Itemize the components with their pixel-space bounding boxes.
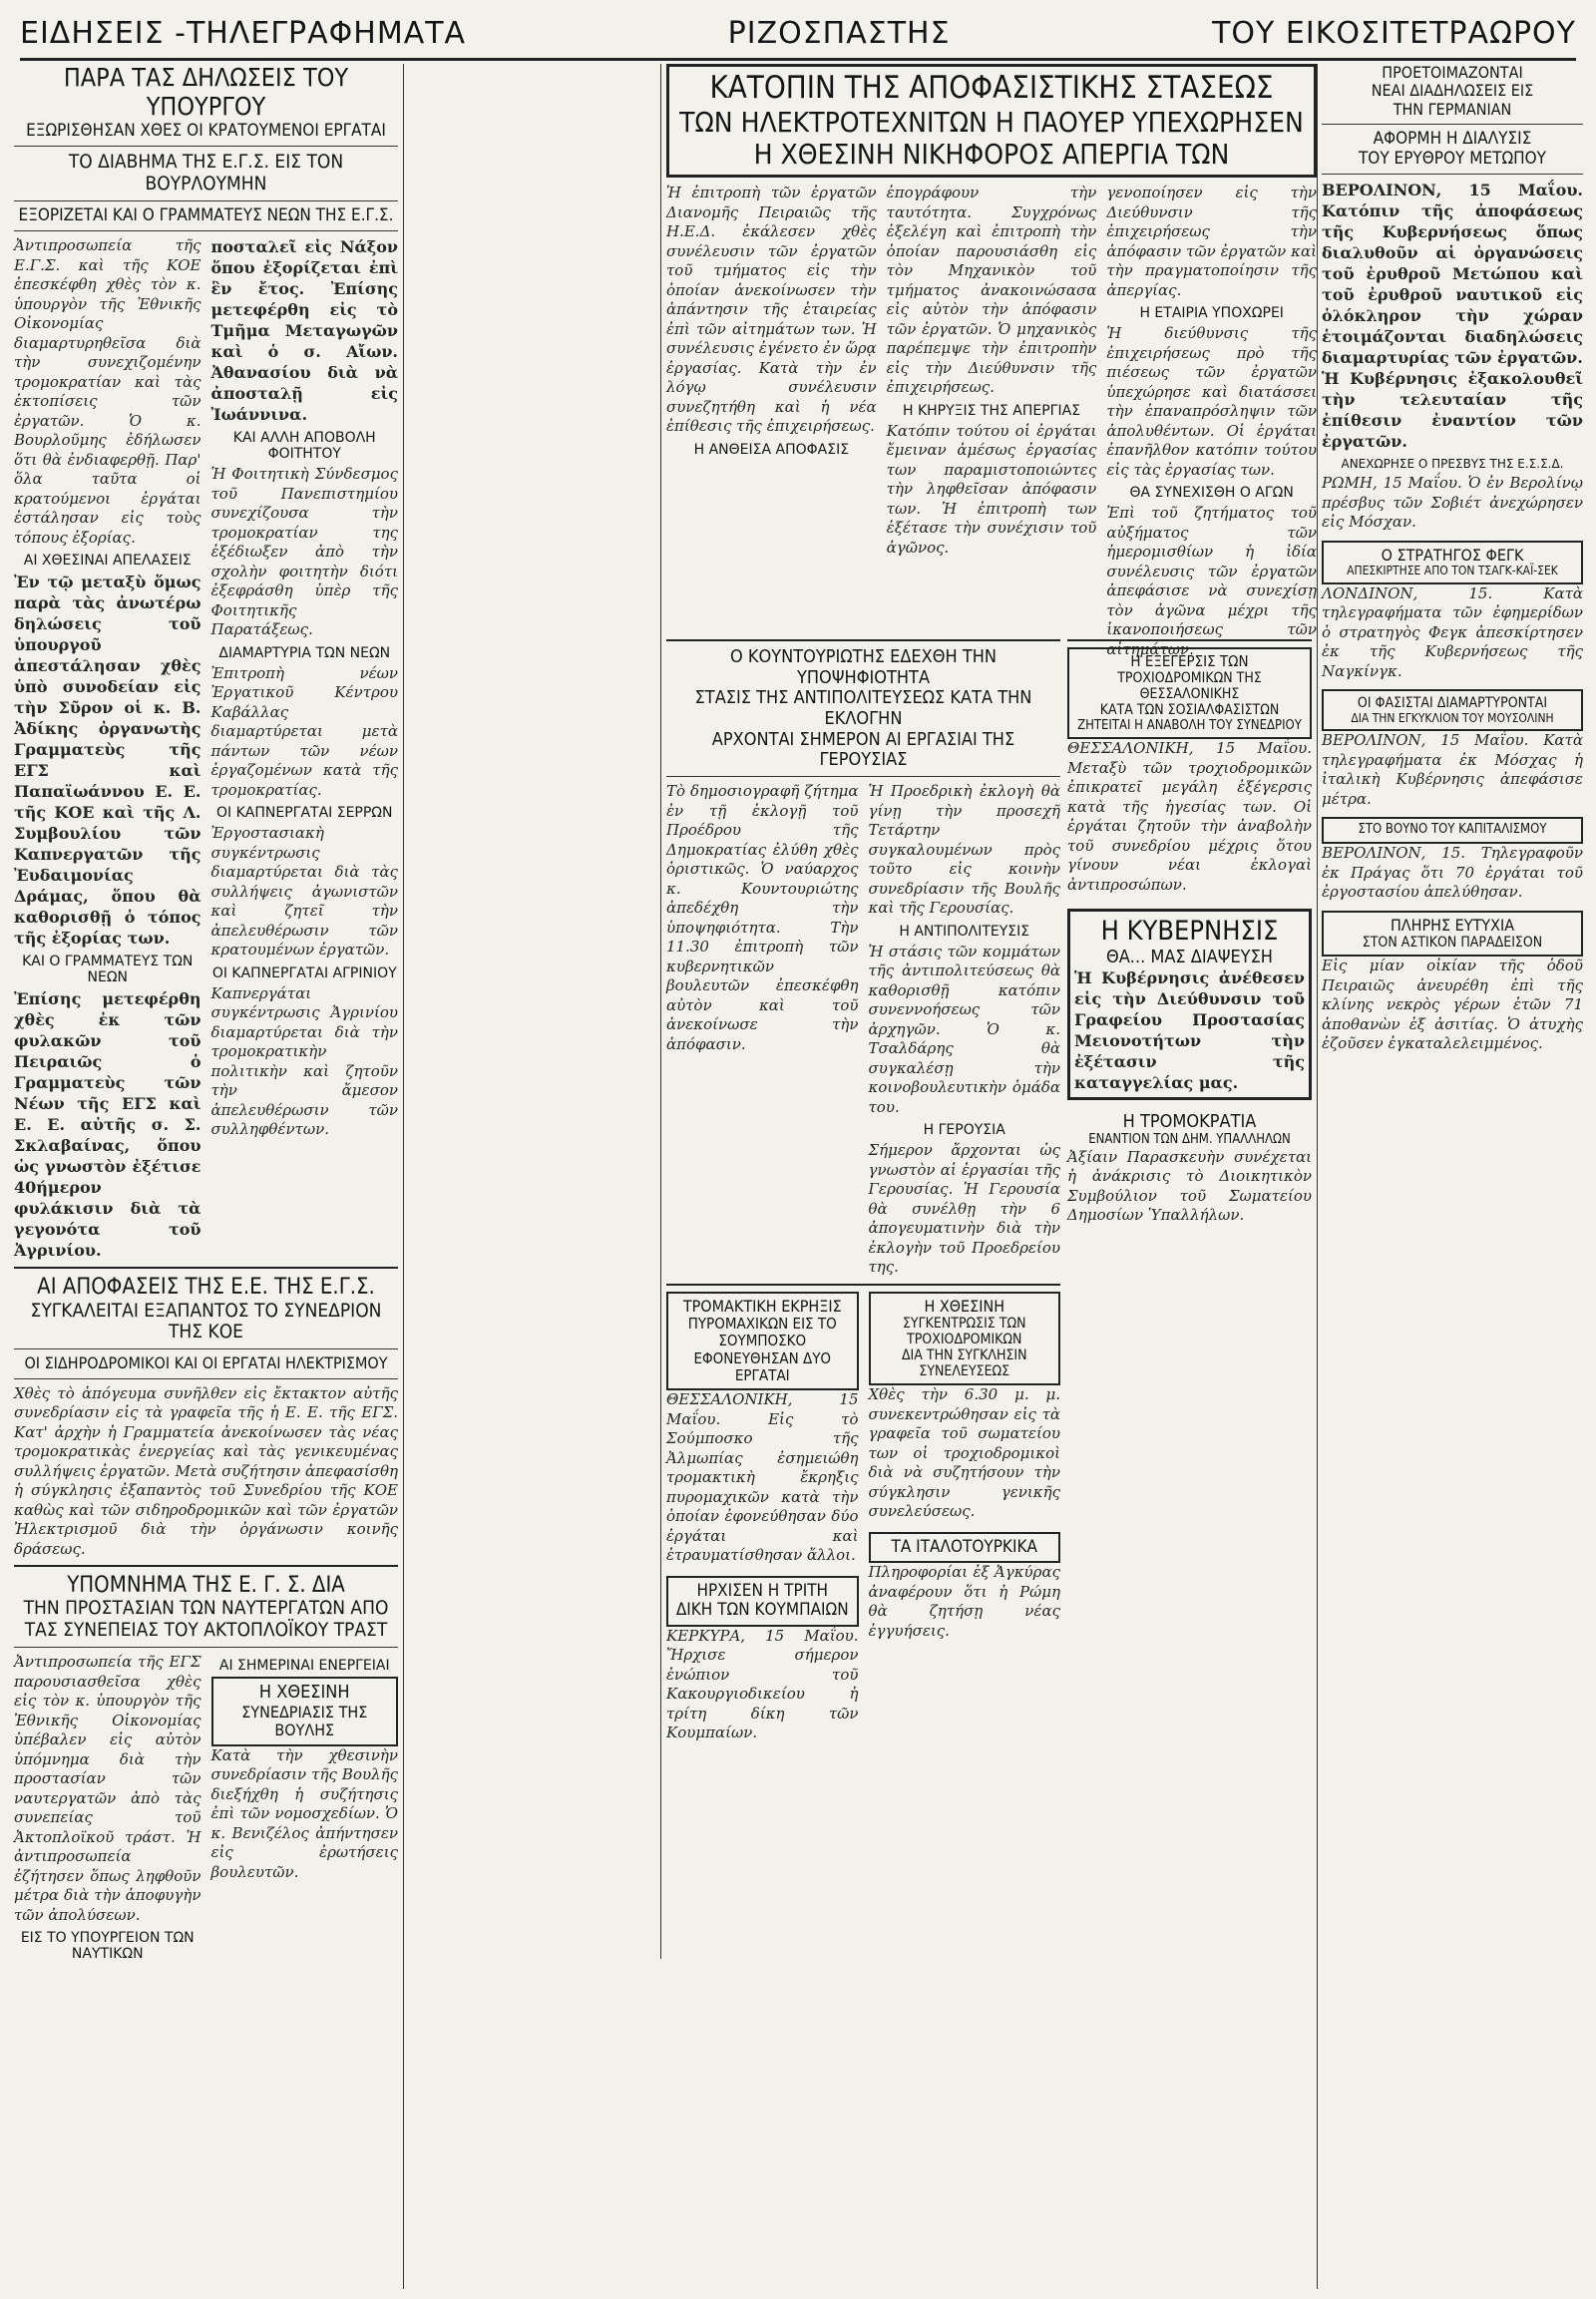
article-body: Ἐπιτροπὴ νέων Ἐργατικοῦ Κέντρου Καβάλλας διαμαρτύρεται μετὰ πάντων τῶν νέων ἐργαζομένων κατὰ τῆς τρομοκρατίας.: [210, 663, 398, 799]
article-body: ποσταλεῖ εἰς Νάξον ὅπου ἐξορίζεται ἐπὶ ἓν ἔτος. Ἐπίσης μετεφέρθη εἰς τὸ Τμῆμα Μεταγωγῶν καὶ ὁ σ. Αἴων. Ἀθανασίου διὰ νὰ ἀποσταλῇ εἰς Ἰωάννινα.: [210, 237, 398, 425]
article-body: Ἡ ἐπιτροπὴ τῶν ἐργατῶν Διανομῆς Πειραιῶς τῆς Η.Ε.Δ. ἐκάλεσεν χθὲς συνέλευσιν τῶν ἐργατῶν τοῦ τμήματος εἰς τὴν ὁποίαν ἀνεκοίνωσεν τὴν ἀπάντησιν τῆς ἑταιρείας ἐπὶ τῶν αἰτημάτων των. Ἡ συνέλευσις ἐγένετο ἐν ὥρᾳ ἐργασίας. Κατὰ τὴν ἐν λόγῳ συνέλευσιν συνεζητήθη καὶ ἡ νέα ἐπίθεσις τῆς ἐπιχειρήσεως.: [666, 184, 877, 436]
article-body: Ἀντιπροσωπεία τῆς ΕΓΣ παρουσιασθεῖσα χθὲς εἰς τὸν κ. ὑπουργὸν τῆς Ἐθνικῆς Οἰκονομίας ὑπέβαλεν εἰς αὐτὸν ὑπόμνημα διὰ τὴν προστασίαν τῶν ναυτεργατῶν ἀπὸ τὰς συνεπείας τοῦ Ἀκτοπλοϊκοῦ τράστ. Ἡ ἀντιπροσωπεία ἐζήτησεν ὅπως ληφθοῦν μέτρα διὰ τὴν ἀποφυγὴν τῶν ἀπολύσεων.: [14, 1653, 201, 1924]
subheadline: ΕΞΩΡΙΣΘΗΣΑΝ ΧΘΕΣ ΟΙ ΚΡΑΤΟΥΜΕΝΟΙ ΕΡΓΑΤΑΙ: [26, 120, 386, 141]
headline: ΣΥΝΕΔΡΙΑΣΙΣ ΤΗΣ ΒΟΥΛΗΣ: [241, 1702, 368, 1740]
article-body: Εἰς μίαν οἰκίαν τῆς ὁδοῦ Πειραιῶς ἀνευρέθη ἐπὶ τῆς κλίνης νεκρὸς γέρων ἐτῶν 71 ἀποθανὼν ἐξ ἀσιτίας. Ὁ ἀτυχὴς ἐζοῦσεν ἐγκαταλελειμμένος.: [1322, 957, 1583, 1053]
section-subtitle: Η ΚΗΡΥΞΙΣ ΤΗΣ ΑΠΕΡΓΙΑΣ: [902, 402, 1081, 419]
headline: ΔΙΑ ΤΗΝ ΕΓΚΥΚΛΙΟΝ ΤΟΥ ΜΟΥΣΟΛΙΝΗ: [1351, 710, 1554, 725]
column-center-left: [666, 633, 1060, 2293]
headline: ΚΑΤΑ ΤΩΝ ΣΟΣΙΑΛΦΑΣΙΣΤΩΝ: [1099, 702, 1280, 719]
article-body: Ἡ στάσις τῶν κομμάτων τῆς ἀντιπολιτεύσεως θὰ καθορισθῇ κατόπιν συνεννοήσεως τῶν ἀρχηγῶν. Ὁ κ. Τσαλδάρης θὰ συγκαλέσῃ τὴν κοινοβουλευτικὴν ὁμάδα του.: [868, 942, 1060, 1116]
boxed-article: [666, 1292, 859, 1390]
article-body: ΛΟΝΔΙΝΟΝ, 15. Κατὰ τηλεγραφήματα τῶν ἐφημερίδων ὁ στρατηγὸς Φεγκ ἀπεσκίρτησεν ἐκ τῆς Κυβερνήσεως τῆς Ναγκίνγκ.: [1322, 583, 1583, 680]
headline: ΑΡΧΟΝΤΑΙ ΣΗΜΕΡΟΝ ΑΙ ΕΡΓΑΣΙΑΙ ΤΗΣ ΓΕΡΟΥΣΙΑΣ: [711, 728, 1015, 771]
subheadline: ΕΞΟΡΙΖΕΤΑΙ ΚΑΙ Ο ΓΡΑΜΜΑΤΕΥΣ ΝΕΩΝ ΤΗΣ Ε.Γ.Σ.: [18, 204, 394, 225]
column-rule: [660, 64, 661, 1959]
headline: ΟΙ ΦΑΣΙΣΤΑΙ ΔΙΑΜΑΡΤΥΡΟΝΤΑΙ: [1357, 695, 1548, 712]
headline: ΠΛΗΡΗΣ ΕΥΤΥΧΙΑ: [1390, 915, 1515, 935]
article-deportations: [14, 64, 398, 1261]
column-right: [1322, 64, 1583, 2293]
headline: ΕΝΑΝΤΙΟΝ ΤΩΝ ΔΗΜ. ΥΠΑΛΛΗΛΩΝ: [1088, 1131, 1291, 1147]
headline: Η ΚΥΒΕΡΝΗΣΙΣ: [1100, 916, 1279, 948]
headline: ΣΤΟ ΒΟΥΝΟ ΤΟΥ ΚΑΠΙΤΑΛΙΣΜΟΥ: [1358, 822, 1547, 838]
headline: ΤΩΝ ΗΛΕΚΤΡΟΤΕΧΝΙΤΩΝ Η ΠΑΟΥΕΡ ΥΠΕΧΩΡΗΣΕΝ: [679, 105, 1304, 139]
article-body: Κατὰ τὴν χθεσινὴν συνεδρίασιν τῆς Βουλῆς διεξήχθη ἡ συζήτησις ἐπὶ τῶν νομοσχεδίων. Ὁ κ. Βενιζέλος ἀπήντησεν εἰς ἐρωτήσεις βουλευτῶν.: [210, 1745, 398, 1881]
boxed-article: [1322, 541, 1583, 584]
headline: Η ΧΘΕΣΙΝΗ ΝΙΚΗΦΟΡΟΣ ΑΠΕΡΓΙΑ ΤΩΝ: [753, 137, 1230, 171]
headline: ΑΙ ΑΠΟΦΑΣΕΙΣ ΤΗΣ Ε.Ε. ΤΗΣ Ε.Γ.Σ.: [37, 1275, 375, 1301]
article-body: Ἡ Προεδρικὴ ἐκλογὴ θὰ γίνῃ τὴν προσεχῆ Τετάρτην συγκαλουμένων πρὸς τοῦτο εἰς κοινὴν συνεδρίασιν τῆς Βουλῆς καὶ τῆς Γερουσίας.: [868, 782, 1060, 918]
headline: ΚΑΤΟΠΙΝ ΤΗΣ ΑΠΟΦΑΣΙΣΤΙΚΗΣ ΣΤΑΣΕΩΣ: [709, 70, 1274, 106]
article-body: Ἐπὶ τοῦ ζητήματος τοῦ αὐξήματος τῶν ἡμερομισθίων ἡ ἰδία συνέλευσις τῶν ἐργατῶν ἀπεφάσισε νὰ συνεχίσῃ τὸν ἀγῶνα μέχρι τῆς ἱκανοποιήσεως τῶν αἰτημάτων.: [1106, 504, 1318, 658]
section-subtitle: Η ΑΝΘΕΙΣΑ ΑΠΟΦΑΣΙΣ: [693, 441, 850, 458]
headline: ΝΕΑΙ ΔΙΑΔΗΛΩΣΕΙΣ ΕΙΣ: [1371, 81, 1534, 101]
boxed-article: [1322, 689, 1583, 731]
section-title: ΕΙΔΗΣΕΙΣ -ΤΗΛΕΓΡΑΦΗΜΑΤΑ: [20, 15, 467, 51]
article-body: Χθὲς τὸ ἀπόγευμα συνῆλθεν εἰς ἔκτακτον αὐτῆς συνεδρίασιν εἰς τὰ γραφεῖα τῆς ἡ Ε. Ε. τῆς ΕΓΣ. Κατ' ἀρχὴν ἡ Γραμματεία ἀνεκοίνωσεν τὰς νέας τρομοκρατικὰς ἐνεργείας καὶ τὰς γενικευμένας συλλήψεις ἐργατῶν. Μετὰ συζήτησιν ἀπεφασίσθη ἡ σύγκλησις ἐξαπαντὸς τοῦ Συνεδρίου τῆς ΚΟΕ καθὼς καὶ τῶν σιδηροδρομικῶν καὶ τῶν ἐργατῶν Ἠλεκτρισμοῦ διὰ τὴν ὀργάνωσιν κοινῆς δράσεως.: [14, 1383, 398, 1558]
section-subtitle: ΚΑΙ Ο ΓΡΑΜΜΑΤΕΥΣ ΤΩΝ ΝΕΩΝ: [22, 954, 194, 986]
article-body: Ἡ Κυβέρνησις ἐξακολουθεῖ τὴν τελευταίαν τῆς ἐπίθεσιν ἐναντίον τῶν ἐργατῶν.: [1322, 369, 1583, 452]
article-egs-decisions: [14, 1275, 398, 1559]
newspaper-name: ΡΙΖΟΣΠΑΣΤΗΣ: [727, 15, 951, 51]
article-body: ἐπογράφουν τὴν ταυτότητα. Συγχρόνως ἐξελέγη καὶ ἐπιτροπὴ τὴν ὁποίαν παρουσιάσθη εἰς τὸν Μηχανικὸν τοῦ τμήματος ἀνακοινώσασα εἰς αὐτὸν τὴν ἀπόφασιν τῶν ἐργατῶν. Ὁ μηχανικὸς παρέπεμψε τὴν ἐπιτροπὴν εἰς τὴν Διεύθυνσιν τῆς ἐπιχειρήσεως.: [886, 184, 1097, 397]
article-body: ΡΩΜΗ, 15 Μαΐου. Ὁ ἐν Βερολίνῳ πρέσβυς τῶν Σοβιέτ ἀνεχώρησεν εἰς Μόσχαν.: [1322, 474, 1583, 532]
headline: ΤΗΝ ΠΡΟΣΤΑΣΙΑΝ ΤΩΝ ΝΑΥΤΕΡΓΑΤΩΝ ΑΠΟ: [23, 1597, 389, 1620]
article-body: ΒΕΡΟΛΙΝΟΝ, 15 Μαΐου. Κατόπιν τῆς ἀποφάσεως τῆς Κυβερνήσεως ὅπως διαλυθοῦν αἱ ὀργανώσεις τοῦ ἐρυθροῦ Μετώπου καὶ τοῦ ἐρυθροῦ ναυτικοῦ εἰς ὁλόκληρον τὴν χώραν ἑτοιμάζονται διαδηλώσεις διαμαρτυρίας τῶν ἐργατῶν.: [1322, 181, 1583, 368]
column-center-right: [1067, 633, 1312, 2293]
section-subtitle: ΘΑ ΣΥΝΕΧΙΣΘΗ Ο ΑΓΩΝ: [1129, 485, 1294, 502]
headline: ΤΡΟΧΙΟΔΡΟΜΙΚΩΝ ΤΗΣ ΘΕΣΣΑΛΟΝΙΚΗΣ: [1117, 670, 1262, 703]
article-body: ΒΕΡΟΛΙΝΟΝ, 15 Μαΐου. Κατὰ τηλεγραφήματα ἐκ Μόσχας ἡ ἰταλικὴ Κυβέρνησις ἀπεφάσισε μέτρα.: [1322, 731, 1583, 808]
section-subtitle: ΑΙ ΣΗΜΕΡΙΝΑΙ ΕΝΕΡΓΕΙΑΙ: [218, 1658, 390, 1675]
boxed-article: [666, 1576, 859, 1627]
article-terror: [1067, 1112, 1312, 1226]
headline: ΑΠΕΣΚΙΡΤΗΣΕ ΑΠΟ ΤΟΝ ΤΣΑΓΚ-ΚΑΪ-ΣΕΚ: [1347, 564, 1558, 578]
headline: ΤΟΥ ΕΡΥΘΡΟΥ ΜΕΤΩΠΟΥ: [1358, 148, 1547, 169]
column-rule: [403, 64, 404, 2289]
section-subtitle: ΑΝΕΧΩΡΗΣΕ Ο ΠΡΕΣΒΥΣ ΤΗΣ Ε.Σ.Σ.Δ.: [1341, 457, 1564, 472]
headline: ΣΥΓΚΕΝΤΡΩΣΙΣ ΤΩΝ ΤΡΟΧΙΟΔΡΟΜΙΚΩΝ: [902, 1316, 1026, 1348]
boxed-article: [1322, 911, 1583, 957]
article-body: Ἡ διεύθυνσις τῆς ἐπιχειρήσεως πρὸ τῆς πιέσεως τῶν ἐργατῶν ὑπεχώρησε καὶ διατάσσει τὴν ἐπαναπρόσληψιν τῶν ἀπολυθέντων. Οἱ ἐργάται ἐπανῆλθον κατόπιν τούτου εἰς τὰς ἐργασίας των.: [1106, 324, 1318, 479]
headline: Η ΕΞΕΓΕΡΣΙΣ ΤΩΝ: [1130, 652, 1249, 670]
article-body: ΘΕΣΣΑΛΟΝΙΚΗ, 15 Μαΐου. Εἰς τὸ Σούμποσκο τῆς Ἀλμωπίας ἐσημειώθη τρομακτικὴ ἔκρηξις πυρομαχικῶν κατὰ τὴν ὁποίαν ἐφονεύθησαν δύο ἐργάται καὶ ἐτραυματίσθησαν ἄλλοι.: [666, 1390, 859, 1565]
article-body: Τὸ δημοσιογραφῆ ζήτημα ἐν τῇ ἐκλογῇ τοῦ Προέδρου τῆς Δημοκρατίας ἐλύθη χθὲς ὁριστικῶς. Ὁ ναύαρχος κ. Κουντουριώτης ἀπεδέχθη τὴν ὑποψηφιότητα. Τὴν 11.30 ἐπιτροπὴ τῶν κυβερνητικῶν βουλευτῶν ἐπεσκέφθη αὐτὸν καὶ τοῦ ἀνεκοίνωσε τὴν ἀπόφασιν.: [666, 782, 859, 1053]
headline: Η ΧΘΕΣΙΝΗ: [258, 1682, 350, 1704]
article-body: Ἡ Κυβέρνησις ἀνέθεσεν εἰς τὴν Διεύθυνσιν τοῦ Γραφείου Προστασίας Μειονοτήτων τὴν ἐξέτασιν τῆς καταγγελίας μας.: [1074, 968, 1305, 1093]
headline: ΘΑ... ΜΑΣ ΔΙΑΨΕΥΣΗ: [1105, 946, 1273, 967]
headline: ΤΡΟΜΑΚΤΙΚΗ ΕΚΡΗΞΙΣ: [682, 1296, 842, 1316]
section-subtitle: ΤΟΥ ΕΙΚΟΣΙΤΕΤΡΑΩΡΟΥ: [1212, 15, 1576, 51]
headline: ΥΠΟΜΝΗΜΑ ΤΗΣ Ε. Γ. Σ. ΔΙΑ: [67, 1573, 345, 1599]
headline: Η ΧΘΕΣΙΝΗ: [924, 1296, 1005, 1316]
section-subtitle: Η ΕΤΑΙΡΙΑ ΥΠΟΧΩΡΕΙ: [1139, 305, 1284, 322]
headline: ΠΡΟΕΤΟΙΜΑΖΟΝΤΑΙ: [1382, 63, 1523, 82]
headline: ΤΑΣ ΣΥΝΕΠΕΙΑΣ ΤΟΥ ΑΚΤΟΠΛΟΪΚΟΥ ΤΡΑΣΤ: [24, 1619, 388, 1642]
boxed-article: [211, 1677, 399, 1745]
article-body: Ἐργοστασιακὴ συγκέντρωσις διαμαρτύρεται διὰ τὰς συλλήψεις ἀγωνιστῶν καὶ ζητεῖ τὴν ἀπελευθέρωσιν τῶν κρατουμένων ἐργατῶν.: [210, 824, 398, 959]
column-left: [14, 64, 398, 2293]
article-body: Χθὲς τὴν 6.30 μ. μ. συνεκεντρώθησαν εἰς τὰ γραφεῖα τοῦ σωματείου των οἱ τροχιοδρομικοὶ διὰ νὰ συζητήσουν τὴν σύγκλησιν γενικῆς συνελεύσεως.: [868, 1385, 1060, 1521]
article-body: ΘΕΣΣΑΛΟΝΙΚΗ, 15 Μαΐου. Μεταξὺ τῶν τροχιοδρομικῶν ἐπικρατεῖ μεγάλη ἐξέγερσις κατὰ τῆς ἡγεσίας των. Οἱ ἐργάται ζητοῦν τὴν ἀναβολὴν τοῦ συνεδρίου μέχρις ὅτου γίνουν νέαι ἐκλογαὶ ἀντιπροσώπων.: [1067, 739, 1312, 894]
article-body: Ἐπίσης μετεφέρθη χθὲς ἐκ τῶν φυλακῶν τοῦ Πειραιῶς ὁ Γραμματεὺς τῶν Νέων τῆς ΕΓΣ καὶ Ε. Ε. αὐτῆς σ. Σ. Σκλαβαίνας, ὅπου ὡς γνωστὸν ἐξέτισε 40ήμερον φυλάκισιν διὰ τὰ γεγονότα τοῦ Ἀγρινίου.: [14, 989, 201, 1261]
article-memorandum: [14, 1573, 398, 1965]
headline: ΣΤΑΣΙΣ ΤΗΣ ΑΝΤΙΠΟΛΙΤΕΥΣΕΩΣ ΚΑΤΑ ΤΗΝ ΕΚΛΟΓΗΝ: [694, 687, 1032, 730]
section-subtitle: Η ΑΝΤΙΠΟΛΙΤΕΥΣΙΣ: [899, 923, 1030, 940]
headline: ΔΙΚΗ ΤΩΝ ΚΟΥΜΠΑΙΩΝ: [675, 1600, 849, 1621]
section-subtitle: ΑΙ ΧΘΕΣΙΝΑΙ ΑΠΕΛΑΣΕΙΣ: [23, 553, 192, 570]
section-subtitle: ΟΙ ΚΑΠΝΕΡΓΑΤΑΙ ΑΓΡΙΝΙΟΥ: [211, 964, 397, 981]
headline: ΑΦΟΡΜΗ Η ΔΙΑΛΥΣΙΣ: [1373, 129, 1532, 150]
column-rule: [1317, 64, 1318, 2289]
headline: ΤΑ ΙΤΑΛΟΤΟΥΡΚΙΚΑ: [891, 1536, 1037, 1557]
subheadline: ΟΙ ΣΙΔΗΡΟΔΡΟΜΙΚΟΙ ΚΑΙ ΟΙ ΕΡΓΑΤΑΙ ΗΛΕΚΤΡΙΣΜΟΥ: [24, 1353, 388, 1373]
boxed-article: [1067, 909, 1312, 1100]
headline: Ο ΣΤΡΑΤΗΓΟΣ ΦΕΓΚ: [1381, 545, 1524, 565]
article-body: Ἀντιπροσωπεία τῆς Ε.Γ.Σ. καὶ τῆς ΚΟΕ ἐπεσκέφθη χθὲς τὸν κ. ὑπουργὸν τῆς Ἐθνικῆς Οἰκονομίας διαμαρτυρηθεῖσα διὰ τὴν συνεχιζομένην τρομοκρατίαν καὶ τὰς ἐκτοπίσεις τῶν ἐργατῶν. Ὁ κ. Βουρλοῦμης ἐδήλωσεν ὅτι θὰ ἐνδιαφερθῇ. Παρ' ὅλα ταῦτα οἱ κρατούμενοι ἐργάται ἐστάλησαν εἰς τοὺς τόπους ἐξορίας.: [14, 236, 201, 547]
section-subtitle: ΚΑΙ ΑΛΛΗ ΑΠΟΒΟΛΗ ΦΟΙΤΗΤΟΥ: [232, 430, 376, 463]
section-subtitle: ΔΙΑΜΑΡΤΥΡΙΑ ΤΩΝ ΝΕΩΝ: [218, 644, 391, 661]
article-body: γενοποίησεν εἰς τὴν Διεύθυνσιν τῆς ἐπιχειρήσεως τὴν ἀπόφασιν τῶν ἐργατῶν καὶ τὴν πραγματοποίησιν τῆς ἀπεργίας.: [1106, 184, 1318, 299]
boxed-article: [1322, 817, 1583, 844]
boxed-article: [869, 1292, 1061, 1386]
section-subtitle: Η ΓΕΡΟΥΣΙΑ: [923, 1122, 1005, 1139]
article-body: ΚΕΡΚΥΡΑ, 15 Μαΐου. Ἤρχισε σήμερον ἐνώπιον τοῦ Κακουργιοδικείου ἡ τρίτη δίκη τῶν Κουμπαίων.: [666, 1626, 859, 1742]
headline: ΕΦΟΝΕΥΘΗΣΑΝ ΔΥΟ ΕΡΓΑΤΑΙ: [693, 1348, 832, 1384]
boxed-article: [869, 1532, 1061, 1564]
headline: ΠΥΡΟΜΑΧΙΚΩΝ ΕΙΣ ΤΟ ΣΟΥΜΠΟΣΚΟ: [687, 1315, 837, 1350]
headline: ΠΑΡΑ ΤΑΣ ΔΗΛΩΣΕΙΣ ΤΟΥ ΥΠΟΥΡΓΟΥ: [63, 63, 349, 121]
article-body: Καπνεργάται συγκέντρωσις Ἀγρινίου διαμαρτύρεται διὰ τὴν τρομοκρατικὴν πολιτικὴν καὶ ζητοῦν τὴν ἄμεσον ἀπελευθέρωσιν τῶν συλληφθέντων.: [210, 983, 398, 1139]
article-body: Πληροφορίαι ἐξ Ἀγκύρας ἀναφέρουν ὅτι ἡ Ρώμη θὰ ζητήσῃ νέας ἐγγυήσεις.: [868, 1563, 1060, 1640]
section-subtitle: ΕΙΣ ΤΟ ΥΠΟΥΡΓΕΙΟΝ ΤΩΝ ΝΑΥΤΙΚΩΝ: [20, 1930, 195, 1963]
headline: ΤΗΝ ΓΕΡΜΑΝΙΑΝ: [1393, 99, 1512, 119]
article-body: Ἐν τῷ μεταξὺ ὅμως παρὰ τὰς ἀνωτέρω δηλώσεις τοῦ ὑπουργοῦ ἀπεστάλησαν χθὲς ὑπὸ συνοδείαν εἰς τὴν Σῦρον οἱ κ. Β. Ἀδίκης ὀργανωτὴς Γραμματεὺς τῆς ΕΓΣ καὶ Παπαϊωάννου Ε. Ε. τῆς ΚΟΕ καὶ τῆς Λ. Συμβουλίου τῶν Καπνεργατῶν τῆς Ἐυδαιμονίας Δράμας, ὅπου θὰ καθορισθῇ ὁ τόπος τῆς ἐξορίας των.: [14, 573, 201, 949]
subheadline: ΤΟ ΔΙΑΒΗΜΑ ΤΗΣ Ε.Γ.Σ. ΕΙΣ ΤΟΝ ΒΟΥΡΛΟΥΜΗΝ: [68, 151, 344, 194]
headline: ΔΙΑ ΤΗΝ ΣΥΓΚΛΗΣΙΝ ΣΥΝΕΛΕΥΣΕΩΣ: [901, 1347, 1027, 1380]
article-body: Κατόπιν τούτου οἱ ἐργάται ἔμειναν ἀμέσως ἐργασίας των παραμιστοποιώντες τὴν ληφθεῖσαν ἀπόφασιν των. Ἡ ἐπιτροπὴ των ἐξέτασε τὴν συνέχισιν τοῦ ἀγῶνος.: [886, 421, 1097, 557]
headline: Η ΤΡΟΜΟΚΡΑΤΙΑ: [1122, 1111, 1257, 1133]
boxed-article: [1067, 647, 1312, 739]
masthead: [20, 8, 1576, 61]
article-body: Σήμερον ἄρχονται ὡς γνωστὸν αἱ ἐργασίαι τῆς Γερουσίας. Ἡ Γερουσία θὰ συνέλθῃ τὴν 6 ἀπογευματινὴν διὰ τὴν ἐκλογὴν τοῦ Προεδρείου της.: [868, 1141, 1060, 1277]
headline: ΗΡΧΙΣΕΝ Η ΤΡΙΤΗ: [696, 1580, 829, 1601]
headline: ΣΤΟΝ ΑΣΤΙΚΟΝ ΠΑΡΑΔΕΙΣΟΝ: [1362, 935, 1543, 952]
article-electricians-strike: [666, 64, 1318, 658]
section-subtitle: ΟΙ ΚΑΠΝΕΡΓΑΤΑΙ ΣΕΡΡΩΝ: [216, 805, 393, 822]
headline: Ο ΚΟΥΝΤΟΥΡΙΩΤΗΣ ΕΔΕΧΘΗ ΤΗΝ ΥΠΟΨΗΦΙΟΤΗΤΑ: [730, 646, 997, 688]
article-body: Ἡ Φοιτητικὴ Σύνδεσμος τοῦ Πανεπιστημίου συνεχίζουσα τὴν τρομοκρατίαν της ἐξέδιωξεν ἀπὸ τὴν σχολὴν φοιτητὴν διότι ἐξεφράσθη ὑπὲρ τῆς Φοιτητικῆς Παρατάξεως.: [210, 465, 398, 639]
headline: ΣΥΓΚΑΛΕΙΤΑΙ ΕΞΑΠΑΝΤΟΣ ΤΟ ΣΥΝΕΔΡΙΟΝ ΤΗΣ ΚΟΕ: [30, 1299, 382, 1343]
article-body: ΒΕΡΟΛΙΝΟΝ, 15. Τηλεγραφοῦν ἐκ Πράγας ὅτι 70 ἐργάται τοῦ ἐργοστασίου ἀπελύθησαν.: [1322, 844, 1583, 902]
article-body: Ἀξίαιν Παρασκευὴν συνέχεται ἡ ἀνάκρισις τὸ Διοικητικὸν Συμβούλιον τοῦ Σωματείου Δημοσίων Ὑπαλλήλων.: [1067, 1147, 1312, 1225]
headline: ΖΗΤΕΙΤΑΙ Η ΑΝΑΒΟΛΗ ΤΟΥ ΣΥΝΕΔΡΙΟΥ: [1077, 717, 1302, 733]
